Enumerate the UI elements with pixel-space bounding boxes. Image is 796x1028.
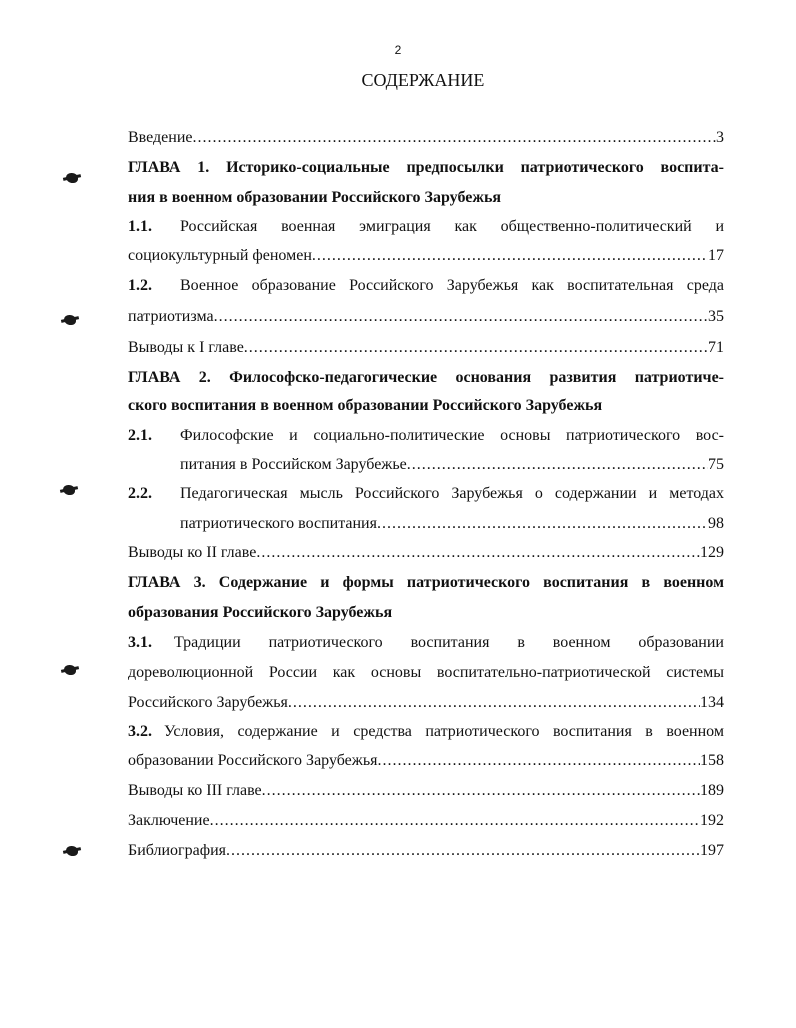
toc-page-number: 158 [700, 752, 724, 769]
toc-entry-label: Выводы к I главе [128, 339, 244, 356]
toc-page-number: 129 [700, 544, 724, 561]
section-number: 1.1. [128, 218, 152, 235]
toc-entry-1-2-line-1[interactable]: Военное образование Российского Зарубежья как воспитательная среда [180, 277, 724, 294]
toc-entry-2-1[interactable] [180, 455, 724, 475]
chapter-3-heading-line-2: образования Российского Зарубежья [128, 604, 393, 621]
leader-dots [312, 246, 708, 266]
chapter-2-heading-line-1: ГЛАВА 2. Философско-педагогические основания развития патриотиче- [128, 369, 724, 386]
leader-dots [288, 693, 700, 713]
toc-page-number: 134 [700, 694, 724, 711]
leader-dots [256, 543, 700, 563]
leader-dots [377, 514, 708, 534]
toc-entry-label: образовании Российского Зарубежья [128, 752, 378, 769]
toc-entry-introduction[interactable] [128, 128, 724, 148]
toc-page-number: 192 [700, 812, 724, 829]
toc-entry-3-1[interactable] [128, 693, 724, 713]
toc-entry-conclusions-3[interactable] [128, 781, 724, 801]
leader-dots [407, 455, 708, 475]
toc-entry-1-1[interactable] [128, 246, 724, 266]
toc-entry-2-2-line-1[interactable]: Педагогическая мысль Российского Зарубежья о содержании и методах [180, 485, 724, 502]
chapter-3-heading-line-1: ГЛАВА 3. Содержание и формы патриотического воспитания в военном [128, 574, 724, 591]
scan-mark [63, 485, 75, 495]
leader-dots [378, 751, 701, 771]
scan-mark [64, 665, 76, 675]
chapter-1-heading-line-2: ния в военном образовании Российского Зарубежья [128, 189, 502, 206]
leader-dots [262, 781, 700, 801]
toc-page-number: 189 [700, 782, 724, 799]
toc-entry-3-2[interactable] [128, 751, 724, 771]
toc-page-number: 98 [708, 515, 724, 532]
toc-entry-label: патриотического воспитания [180, 515, 377, 532]
toc-page-number: 35 [708, 308, 724, 325]
toc-entry-conclusion[interactable] [128, 811, 724, 831]
leader-dots [193, 128, 717, 148]
toc-entry-1-1-line-1[interactable]: Российская военная эмиграция как общественно-политический и [180, 218, 724, 235]
toc-page-number: 17 [708, 247, 724, 264]
toc-entry-conclusions-1[interactable] [128, 338, 724, 358]
toc-entry-label: питания в Российском Зарубежье [180, 456, 407, 473]
chapter-1-heading-line-1: ГЛАВА 1. Историко-социальные предпосылки патриотического воспита- [128, 159, 724, 176]
section-number: 1.2. [128, 277, 152, 294]
scan-mark [66, 173, 78, 183]
toc-entry-3-1-line-2[interactable]: дореволюционной России как основы воспитательно-патриотической системы [128, 664, 724, 681]
toc-entry-3-1-line-1[interactable]: Традиции патриотического воспитания в военном образовании [174, 634, 724, 651]
page-number: 2 [394, 43, 402, 57]
page-title: СОДЕРЖАНИЕ [361, 70, 485, 90]
toc-page-number: 197 [700, 842, 724, 859]
section-number: 2.1. [128, 427, 152, 444]
leader-dots [226, 841, 700, 861]
toc-entry-label: Выводы ко II главе [128, 544, 257, 561]
toc-entry-1-2[interactable] [128, 307, 724, 327]
toc-entry-label: патриотизма [128, 308, 214, 325]
section-number: 2.2. [128, 485, 152, 502]
leader-dots [214, 307, 708, 327]
toc-page-number: 71 [708, 339, 724, 356]
toc-entry-bibliography[interactable] [128, 841, 724, 861]
leader-dots [244, 338, 708, 358]
toc-page-number: 75 [708, 456, 724, 473]
section-number: 3.1. [128, 634, 152, 651]
toc-entry-label: Введение [128, 129, 193, 146]
toc-entry-label: Библиография [128, 842, 226, 859]
chapter-2-heading-line-2: ского воспитания в военном образовании Российского Зарубежья [128, 397, 603, 414]
toc-entry-label: Заключение [128, 812, 210, 829]
toc-entry-label: Российского Зарубежья [128, 694, 288, 711]
scan-mark [66, 846, 78, 856]
section-number: 3.2. [128, 723, 152, 740]
leader-dots [210, 811, 700, 831]
toc-entry-label: Выводы ко III главе [128, 782, 262, 799]
toc-entry-2-2[interactable] [180, 514, 724, 534]
toc-page-number: 3 [716, 129, 724, 146]
toc-entry-2-1-line-1[interactable]: Философские и социально-политические основы патриотического вос- [180, 427, 724, 444]
toc-entry-label: социокультурный феномен [128, 247, 312, 264]
scan-mark [64, 315, 76, 325]
toc-entry-conclusions-2[interactable] [128, 543, 724, 563]
toc-entry-3-2-line-1[interactable]: Условия, содержание и средства патриотического воспитания в военном [164, 723, 724, 740]
